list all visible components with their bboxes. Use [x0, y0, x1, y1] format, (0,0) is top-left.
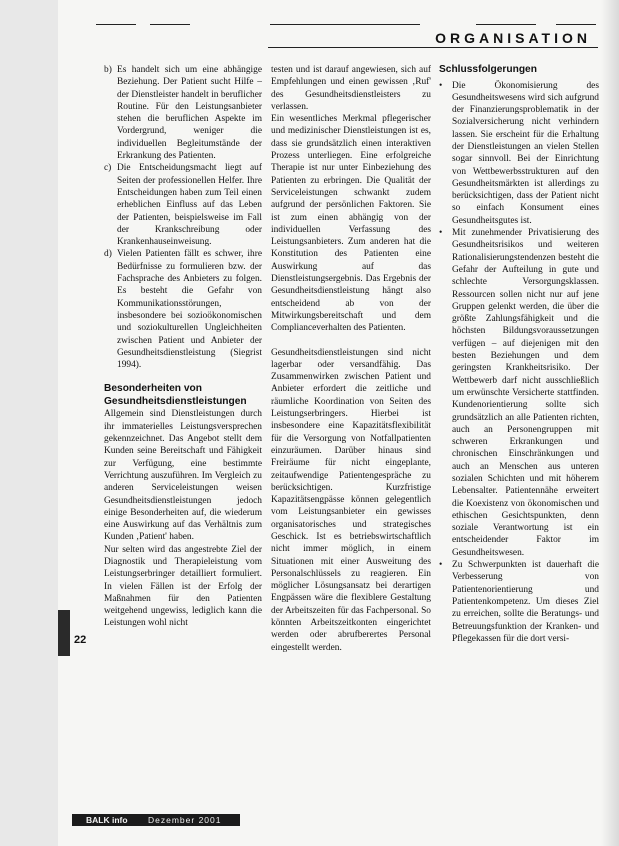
section-title: ORGANISATION — [435, 30, 591, 46]
page-number: 22 — [74, 634, 87, 646]
issue-date: Dezember 2001 — [148, 815, 222, 825]
list-items — [104, 64, 262, 371]
body-paragraph: testen und ist darauf angewiesen, sich auf Empfehlungen und einen gewissen ‚Ruf' des Gesundheitsdienstleisters zu verlassen. — [271, 65, 431, 112]
list-item — [439, 80, 599, 228]
section-heading: Schlussfolgerungen — [439, 64, 537, 75]
list-item-text: Es handelt sich um eine abhängige Beziehung. Der Patient sucht Hilfe – der Dienstleister handelt in beruflicher Routine. Für den Leistungsanbieter stehen die beruflichen Aspekte im Vordergrund, weniger die individuellen Begleitumstände der Erkrankung des Patienten. — [117, 65, 262, 162]
list-item-text: Vielen Patienten fällt es schwer, ihre Bedürfnisse zu formulieren bzw. der Fachsprache des Anbieters zu folgen. Es besteht die Gefahr von Kommunikationsstörungen, insbesondere bei sozioökonomischen und soziokulturellen Ungleichheiten zwischen Patient und Anbieter der Gesundheitsdienstleistung (Siegrist 1994). — [117, 249, 262, 371]
publication-name: BALK info — [86, 815, 128, 825]
bullet-marker: • — [439, 228, 443, 239]
list-item-text: Mit zunehmender Privatisierung des Gesundheitsrisikos und weiteren Rationalisierungstendenzen besteht die Gefahr der Aufteilung in gute und schlechte Versorgungsklassen. Ressourcen sollen nicht nur auf jene Gruppen gelenkt werden, die über die größte Zahlungsfähigkeit und die höchsten Bildungsvoraussetzungen verfügen – auf diejenigen mit den besten Beziehungen und dem geringsten Krankheitsrisiko. Der Wettbewerb darf nicht ausschließlich um erwünschte Versicherte stattfinden. Kundenorientierung sollte sich grundsätzlich an alle Patienten richten, auch an Personengruppen mit schweren Erkrankungen und chronischen Einschränkungen und auch an Menschen aus unteren sozialen Schichten und mit höherem Lebensalter. Patientennähe erweitert die Koexistenz von ökonomischen und ethischen Gesichtspunkten, denn soziale Verantwortung ist ein entscheidender Faktor im Gesundheitswesen. — [452, 228, 599, 558]
bullet-marker: • — [439, 80, 443, 91]
body-paragraph: Nur selten wird das angestrebte Ziel der Diagnostik und Therapieleistung vom Leistungserbringer detailliert formuliert. In vielen Fällen ist der Erfolg der Maßnahmen für den Patienten weitgehend ungewiss, lediglich kann die Leistungen wohl nicht — [104, 544, 262, 629]
list-marker: b) — [104, 65, 112, 75]
column-1 — [104, 64, 262, 630]
list-item-text: Zu Schwerpunkten ist dauerhaft die Verbesserung von Patientenorientierung und Patientenkompetenz. Um dieses Ziel zu erreichen, sollte die Beratungs- und Betreuungsfunktion der Kranken- und Pflegekassen für die dort versi- — [452, 560, 599, 644]
footer-bar — [72, 814, 240, 826]
conclusion-list — [439, 80, 599, 646]
section-underline — [268, 47, 598, 48]
column-3 — [439, 64, 599, 645]
list-item-text: Die Entscheidungsmacht liegt auf Seiten der professionellen Helfer. Ihre Entscheidungen haben zum Teil einen erheblichen Einfluss auf das Leben der Patienten, beispielsweise im Fall der Krankschreibung oder Krankenhauseinweisung. — [117, 163, 262, 248]
header-rule — [270, 24, 420, 25]
body-paragraph: Allgemein sind Dienstleistungen durch ihr immaterielles Leistungsversprechen gekennzeichnet. Das Angebot stellt dem Kunden seine Bereitschaft und Fähigkeit zur Verfügung, eine bestimmte Verrichtung auszuführen. Im Vergleich zu anderen Serviceleistungen weisen Gesundheitsdienstleistungen jedoch einige Besonderheiten auf, die wiederum eine Auswirkung auf das Verhältnis zum Kunden ‚Patient' haben. — [104, 409, 262, 543]
list-item — [439, 227, 599, 559]
list-item — [104, 64, 262, 162]
list-item — [439, 559, 599, 645]
page-tab-bar — [58, 610, 70, 656]
header-rule — [96, 24, 136, 25]
list-item — [104, 248, 262, 371]
page-tab — [58, 610, 88, 670]
list-marker: c) — [104, 163, 112, 174]
body-paragraph: Gesundheitsdienstleistungen sind nicht lagerbar oder versandfähig. Das Zusammenwirken zwischen Patient und Anbieter erfordert die zeitliche und räumliche Koordination von Seiten des Leistungserbringers. Hierbei ist insbesondere eine Kapazitätsflexibilität für die Versorgung von Notfallpatienten einzuräumen. Darüber hinaus sind Freiräume für nicht eingeplante, zeitaufwendige Patientengespräche zu berücksichtigen. Kurzfristige Kapazitätsengpässe können gelegentlich vom Leistungsanbieter ein gewisses organisatorisches und strategisches Geschick. Ist es betriebswirtschaftlich nicht immer möglich, in einem Situationen mit einer Ausweitung des Personalschlüssels zu reagieren. Ein möglicher Lösungsansatz bei derartigen Engpässen wäre die flexiblere Gestaltung der Arbeitszeiten für das Fachpersonal. So könnten Arbeitszeitkonten eingerichtet werden oder abrufberertes Personal eingestellt werden. — [271, 347, 431, 653]
list-item-text: Die Ökonomisierung des Gesundheitswesens wird sich aufgrund der Finanzierungsproblematik in der Sozialversicherung nicht verhindern lassen. Sie erscheint für die Erhaltung der Dienstleistungen an vielen Stellen sogar sinnvoll. Bei der Einrichtung von Wettbewerbsstrukturen auf den Gesundheitsmärkten ist allerdings zu berücksichtigen, dass der Patient nicht so einfach Konsument eines Gesundheitsgutes ist. — [452, 80, 599, 226]
header-rule — [150, 24, 190, 25]
scan-gutter — [0, 0, 58, 846]
list-marker: d) — [104, 249, 112, 260]
scan-edge-shadow — [601, 0, 619, 846]
bullet-marker: • — [439, 560, 443, 571]
body-paragraph: Ein wesentliches Merkmal pflegerischer und medizinischer Dienstleistungen ist es, dass sie grundsätzlich einen interaktiven Prozess unterliegen. Eine erfolgreiche Therapie ist nur unter Einbeziehung des Patienten zu erbringen. Die Qualität der Serviceleistungen schwankt zudem aufgrund der persönlichen Faktoren. Sie ist zum einen abhängig von der individuellen Verfassung des Leistungsanbieters. Zum anderen hat die Konstitution des Patienten eine Auswirkung auf das Dienstleistungsergebnis. Das Ergebnis der Gesundheitsdienstleistung hängt also entscheidend ab von der Mitwirkungsbereitschaft und dem Complianceverhalten des Patienten. — [271, 114, 431, 334]
header-rule — [556, 24, 596, 25]
column-2 — [271, 64, 431, 654]
list-item — [104, 162, 262, 248]
section-heading: Besonderheiten von Gesundheitsdienstleistungen — [104, 383, 247, 407]
header-rule — [476, 24, 536, 25]
